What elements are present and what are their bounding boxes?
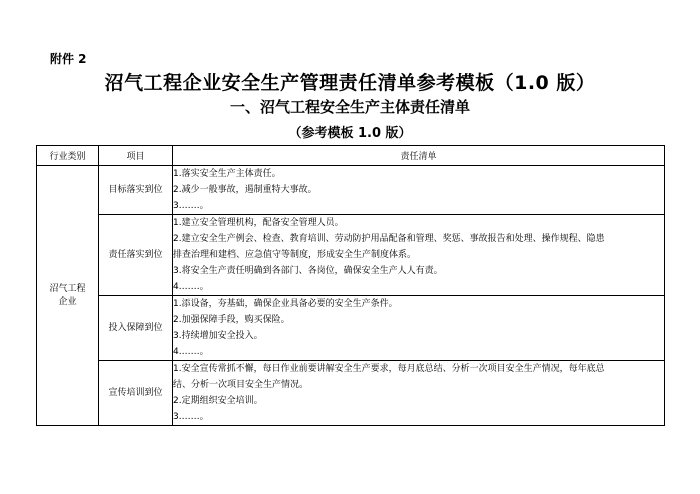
table-row xyxy=(37,166,665,215)
responsibility-line: 2.定期组织安全培训。 xyxy=(173,396,263,406)
table-row xyxy=(37,296,665,361)
responsibility-line: 1.添设备，夯基础，确保企业具备必要的安全生产条件。 xyxy=(173,299,398,309)
table-header-row xyxy=(37,146,665,166)
responsibility-line: 排查治理和建档、应急值守等制度，形成安全生产制度体系。 xyxy=(173,250,417,260)
header-industry: 行业类别 xyxy=(37,146,99,166)
responsibility-line: 3.持续增加安全投入。 xyxy=(173,331,263,341)
responsibility-line: 2.建立安全生产例会、检查、教育培训、劳动防护用品配备和管理、奖惩、事故报告和处理、操作规程、隐患 xyxy=(173,234,605,244)
responsibility-line: 3.……。 xyxy=(173,201,209,211)
item-cell: 目标落实到位 xyxy=(99,166,173,215)
table-row xyxy=(37,215,665,296)
responsibility-line: 结、分析一次项目安全生产情况。 xyxy=(173,380,309,390)
responsibility-line: 3.将安全生产责任明确到各部门、各岗位，确保安全生产人人有责。 xyxy=(173,266,443,276)
section-title: 一、沼气工程安全生产主体责任清单 xyxy=(229,98,470,116)
responsibility-line: 1.安全宣传常抓不懈，每日作业前要讲解安全生产要求，每月底总结、分析一次项目安全生产情况，每年底总 xyxy=(173,364,605,374)
item-cell: 宣传培训到位 xyxy=(99,361,173,426)
table-row xyxy=(37,361,665,426)
industry-line1: 沼气工程 xyxy=(49,283,86,294)
responsibility-cell xyxy=(173,361,665,426)
responsibility-cell xyxy=(173,215,665,296)
document-title: 沼气工程企业安全生产管理责任清单参考模板（1.0 版） xyxy=(104,72,596,94)
annex-label: 附件 2 xyxy=(50,52,87,66)
responsibility-line: 4.……。 xyxy=(173,282,209,292)
responsibility-table xyxy=(36,145,665,426)
version-note: （参考模板 1.0 版） xyxy=(288,126,412,141)
responsibility-line: 1.落实安全生产主体责任。 xyxy=(173,169,281,179)
responsibility-cell xyxy=(173,166,665,215)
responsibility-line: 4.……。 xyxy=(173,347,209,357)
header-item: 项目 xyxy=(99,146,173,166)
responsibility-cell xyxy=(173,296,665,361)
responsibility-line: 3.……。 xyxy=(173,412,209,422)
responsibility-line: 2.减少一般事故，遏制重特大事故。 xyxy=(173,185,317,195)
responsibility-line: 1.建立安全管理机构，配备安全管理人员。 xyxy=(173,218,344,228)
item-cell: 责任落实到位 xyxy=(99,215,173,296)
item-cell: 投入保障到位 xyxy=(99,296,173,361)
responsibility-line: 2.加强保障手段，购买保险。 xyxy=(173,315,290,325)
header-responsibilities: 责任清单 xyxy=(173,146,665,166)
industry-line2: 企业 xyxy=(58,296,77,307)
industry-cell xyxy=(37,166,99,426)
